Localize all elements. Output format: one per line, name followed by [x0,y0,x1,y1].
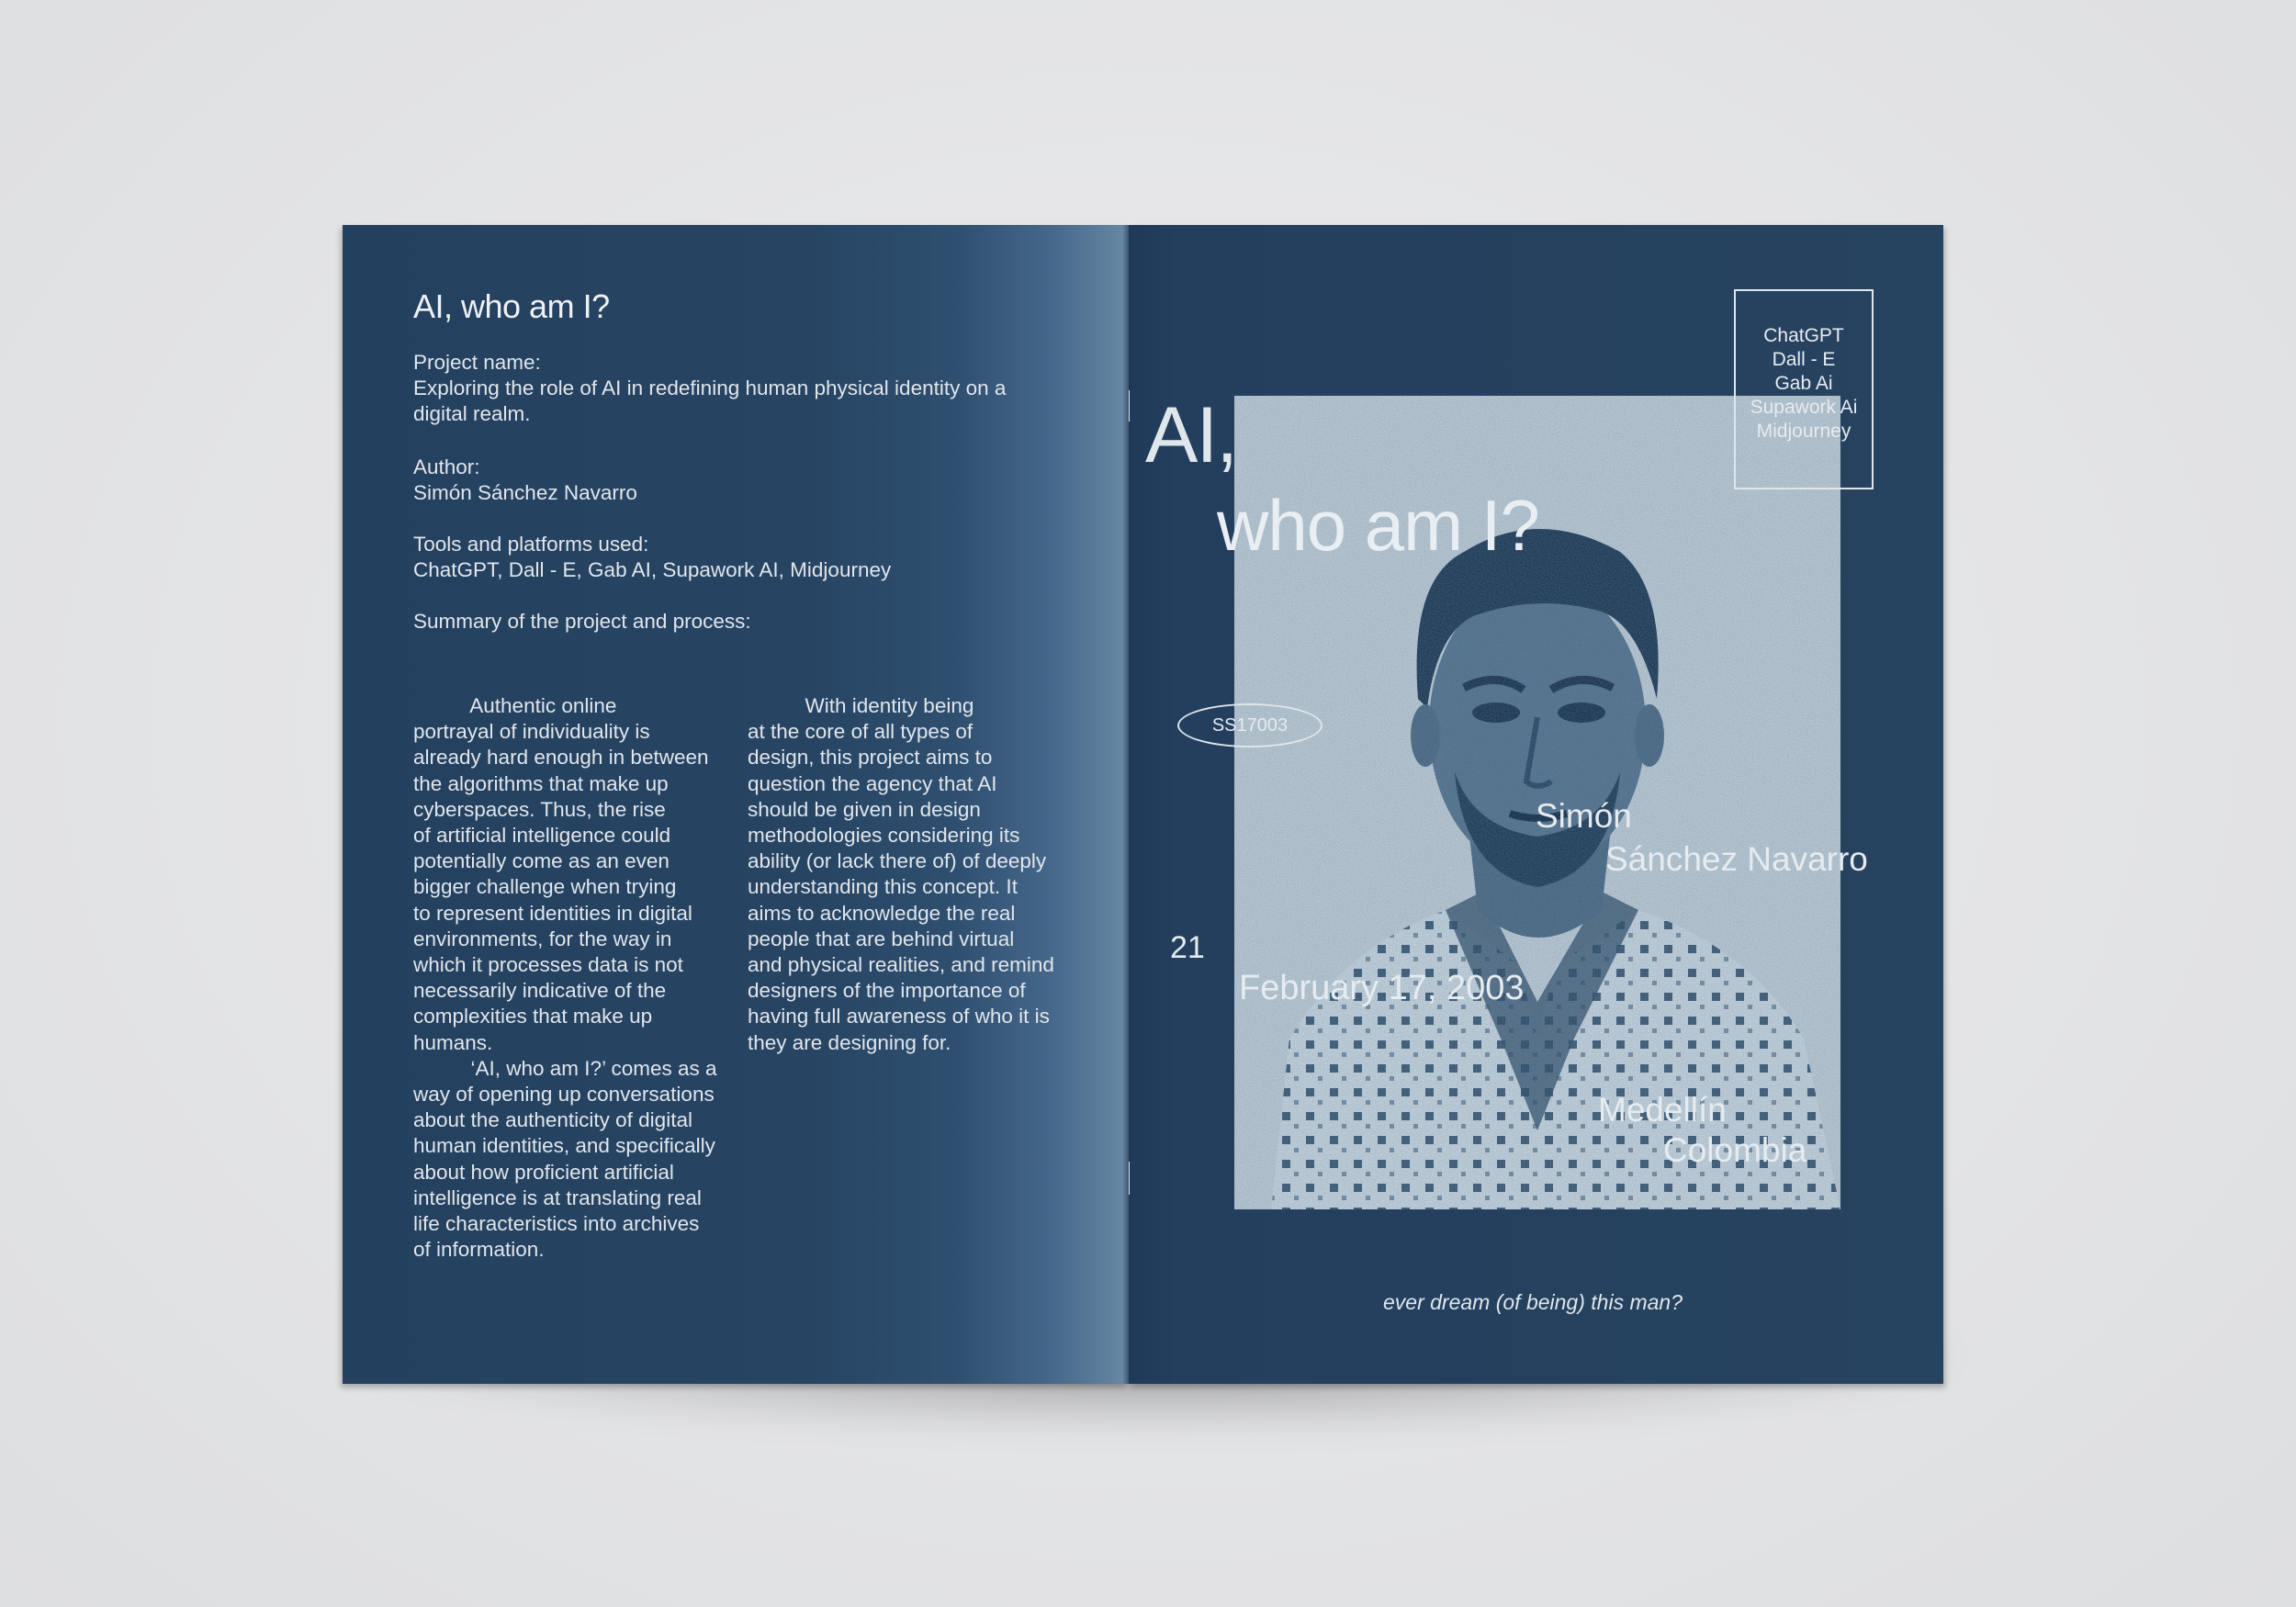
summary-line: humans. [413,1030,493,1054]
summary-line: portrayal of individuality is [413,720,650,744]
project-name-label: Project name: [413,351,541,374]
summary-line: environments, for the way in [413,927,672,950]
summary-line: at the core of all types of [748,720,974,744]
summary-line: human identities, and specifically [413,1134,715,1158]
last-name: Sánchez Navarro [1605,840,1868,878]
first-name: Simón [1536,797,1632,835]
tools-section [413,532,891,583]
summary-line: about how proficient artificial [413,1160,674,1184]
summary-line: they are designing for. [748,1030,951,1054]
summary-line: necessarily indicative of the [413,979,667,1003]
summary-line: complexities that make up [413,1005,653,1028]
tool-item: Dall - E [1772,349,1836,370]
staple-top [1129,390,1130,421]
author-name: Simón Sánchez Navarro [413,481,637,504]
summary-line: way of opening up conversations [413,1083,715,1107]
cover-title-line-2: who am I? [1217,485,1539,566]
birth-date: February 17, 2003 [1239,969,1525,1007]
summary-line: aims to acknowledge the real [748,901,1016,925]
summary-line: Authentic online [413,694,617,717]
tool-item: Supawork Ai [1750,397,1858,418]
summary-line: With identity being [748,694,974,717]
summary-line: design, this project aims to [748,746,993,770]
project-name-line: digital realm. [413,402,531,425]
summary-column-2 [748,693,1054,1056]
summary-column-1 [413,693,717,1263]
project-name-section [413,350,1006,427]
tool-item: Gab Ai [1774,373,1833,394]
staple-bottom [1129,1162,1130,1195]
id-code-badge: SS17003 [1177,703,1322,747]
project-name-line: Exploring the role of AI in redefining human physical identity on a [413,376,1007,399]
summary-line: to represent identities in digital [413,901,692,925]
summary-line: bigger challenge when trying [413,875,677,899]
city: Medellín [1598,1091,1727,1129]
summary-line: already hard enough in between [413,746,709,770]
summary-line: ability (or lack there of) of deeply [748,849,1047,873]
summary-line: people that are behind virtual [748,927,1015,950]
summary-line: question the agency that AI [748,771,997,795]
summary-section [413,609,751,635]
tools-label: Tools and platforms used: [413,533,649,556]
summary-line: about the authenticity of digital [413,1108,692,1132]
tool-item: Midjourney [1756,421,1851,442]
summary-line: understanding this concept. It [748,875,1018,899]
tools-box [1734,289,1874,489]
right-page [1129,225,1943,1384]
summary-line: which it processes data is not [413,953,683,977]
summary-label: Summary of the project and process: [413,610,751,633]
tool-item: ChatGPT [1763,325,1844,346]
age: 21 [1170,930,1205,965]
tagline: ever dream (of being) this man? [1383,1290,1683,1314]
summary-line: ‘AI, who am I?’ comes as a [413,1056,717,1080]
country: Colombia [1663,1131,1807,1169]
summary-line: intelligence is at translating real [413,1186,702,1209]
author-label: Author: [413,455,480,478]
author-section [413,455,637,506]
summary-line: the algorithms that make up [413,771,669,795]
summary-line: of artificial intelligence could [413,824,671,848]
cover-title-line-1: AI, [1145,391,1237,479]
summary-line: of information. [413,1238,545,1262]
summary-line: cyberspaces. Thus, the rise [413,797,666,821]
summary-line: having full awareness of who it is [748,1005,1050,1028]
summary-line: and physical realities, and remind [748,953,1054,977]
page-title: AI, who am I? [413,287,610,325]
summary-line: should be given in design [748,797,981,821]
summary-line: methodologies considering its [748,824,1020,848]
summary-line: designers of the importance of [748,979,1026,1003]
summary-line: potentially come as an even [413,849,670,873]
left-page [343,225,1129,1384]
summary-line: life characteristics into archives [413,1212,700,1236]
tools-list: ChatGPT, Dall - E, Gab AI, Supawork AI, Midjourney [413,558,892,581]
